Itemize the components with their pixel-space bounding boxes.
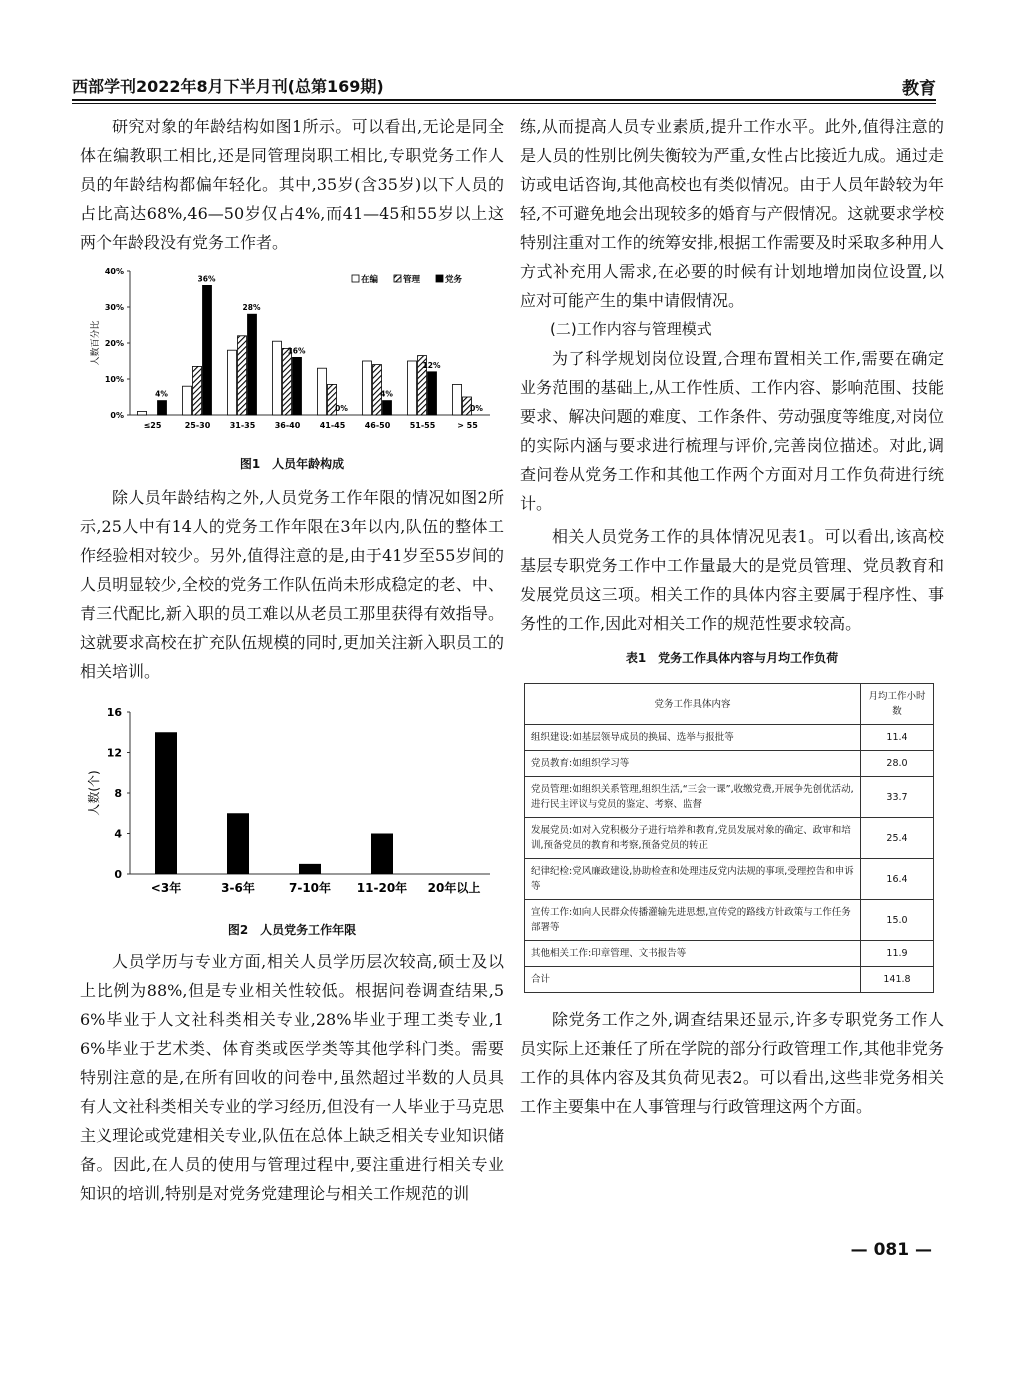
x-tick-label: 20年以上 [427, 881, 481, 895]
section-name: 教育 [902, 79, 936, 99]
y-tick-label: 12 [106, 746, 122, 760]
y-tick-label: 4 [114, 827, 122, 841]
y-tick-label: 30% [104, 303, 124, 312]
bar-党务 [158, 401, 167, 415]
bar-在编 [183, 386, 192, 415]
cell-content: 其他相关工作:印章管理、文书报告等 [525, 941, 861, 967]
legend-swatch [352, 275, 359, 282]
figure-2-caption: 图2 人员党务工作年限 [227, 923, 357, 937]
bar-在编 [408, 361, 417, 415]
x-tick-label: ≤25 [143, 421, 162, 430]
bar-党务 [248, 314, 257, 415]
x-tick-label: 46-50 [364, 421, 391, 430]
data-label: 4% [155, 389, 168, 399]
bar-党务 [203, 285, 212, 415]
paragraph: 除党务工作之外,调查结果还显示,许多专职党务工作人员实际上还兼任了所在学院的部分行政管理工作,其他非党务工作的具体内容及其负荷见表2。可以看出,这些非党务相关工作主要集中在人事管理与行政管理这两个方面。 [520, 1010, 944, 1116]
figure-1-caption: 图1 人员年龄构成 [239, 457, 345, 471]
x-tick-label: 25-30 [184, 421, 211, 430]
paragraph: 练,从而提高人员专业素质,提升工作水平。此外,值得注意的是人员的性别比例失衡较为严重,女性占比接近九成。通过走访或电话咨询,其他高校也有类似情况。由于人员年龄较为年轻,不可避免地会出现较多的婚育与产假情况。这就要求学校特别注重对工作的统筹安排,根据工作需要及时采取多种用人方式补充用人需求,在必要的时候有计划地增加岗位设置,以应对可能产生的集中请假情况。 [520, 117, 944, 310]
page-number: — 081 — [850, 1240, 932, 1260]
y-tick-label: 0% [110, 411, 124, 420]
x-tick-label: 36-40 [274, 421, 301, 430]
paragraph: 研究对象的年龄结构如图1所示。可以看出,无论是同全体在编教职工相比,还是同管理岗职工相比,专职党务工作人员的年龄结构都偏年轻化。其中,35岁(含35岁)以下人员的占比高达68%,46—50岁仅占4%,而41—45和55岁以上这两个年龄段没有党务工作者。 [80, 117, 504, 252]
bar [371, 834, 393, 875]
table-row [525, 967, 934, 993]
table-row [525, 777, 934, 818]
cell-hours: 15.0 [861, 900, 934, 941]
table-row [525, 751, 934, 777]
x-tick-label: 7-10年 [288, 881, 332, 895]
legend-swatch [394, 275, 401, 282]
data-label: 16% [287, 346, 306, 356]
table-row [525, 818, 934, 859]
bar-党务 [293, 357, 302, 415]
figure-1 [80, 263, 504, 450]
x-tick-label: 11-20年 [356, 881, 408, 895]
header-rule-thin [72, 103, 936, 104]
bar-在编 [138, 411, 147, 415]
bar-在编 [228, 350, 237, 415]
cell-content: 党员管理:如组织关系管理,组织生活,“三会一课”,收缴党费,开展争先创优活动,进行民主评议与党员的鉴定、考察、监督 [525, 777, 861, 818]
cell-hours: 11.9 [861, 941, 934, 967]
data-label: 12% [422, 360, 441, 370]
cell-content: 合计 [525, 967, 861, 993]
bar [155, 732, 177, 874]
paragraph: 除人员年龄结构之外,人员党务工作年限的情况如图2所示,25人中有14人的党务工作年限在3年以内,队伍的整体工作经验相对较少。另外,值得注意的是,由于41岁至55岁间的人员明显较少,全校的党务工作队伍尚未形成稳定的老、中、青三代配比,新入职的员工难以从老员工那里获得有效指导。这就要求高校在扩充队伍规模的同时,更加关注新入职员工的相关培训。 [80, 488, 504, 681]
x-tick-label: 41-45 [319, 421, 346, 430]
bar-在编 [363, 361, 372, 415]
figure-2 [80, 702, 504, 916]
bar-管理 [193, 366, 202, 415]
paragraph: 相关人员党务工作的具体情况见表1。可以看出,该高校基层专职党务工作中工作量最大的是党员管理、党员教育和发展党员这三项。相关工作的具体内容主要属于程序性、事务性的工作,因此对相关工作的规范性要求较高。 [520, 527, 944, 633]
paragraph: 为了科学规划岗位设置,合理布置相关工作,需要在确定业务范围的基础上,从工作性质、工作内容、影响范围、技能要求、解决问题的难度、工作条件、劳动强度等维度,对岗位的实际内涵与要求进行梳理与评价,完善岗位描述。对此,调查问卷从党务工作和其他工作两个方面对月工作负荷进行统计。 [520, 349, 944, 513]
y-tick-label: 10% [104, 375, 124, 384]
y-tick-label: 16 [106, 706, 122, 719]
running-header [72, 74, 936, 100]
bar [227, 813, 249, 874]
table-row [525, 900, 934, 941]
cell-hours: 11.4 [861, 725, 934, 751]
legend-label: 党务 [445, 275, 463, 285]
age-chart [80, 263, 500, 441]
table-1-caption: 表1 党务工作具体内容与月均工作负荷 [625, 651, 839, 665]
right-column [520, 112, 944, 1121]
left-column [80, 112, 504, 1208]
legend-label: 管理 [403, 275, 421, 285]
x-tick-label: <3年 [150, 881, 182, 895]
table-row [525, 941, 934, 967]
table-1 [524, 683, 934, 993]
bar-在编 [318, 368, 327, 415]
table-row [525, 725, 934, 751]
legend-swatch [436, 275, 443, 282]
y-axis-label: 人数百分比 [91, 320, 101, 366]
cell-hours: 28.0 [861, 751, 934, 777]
section-subheading: (二)工作内容与管理模式 [550, 320, 712, 338]
legend-label: 在编 [361, 275, 379, 285]
y-axis-label: 人数(个) [87, 770, 101, 816]
journal-title: 西部学刊2022年8月下半月刊(总第169期) [72, 77, 384, 96]
x-tick-label: 51-55 [409, 421, 436, 430]
cell-hours: 25.4 [861, 818, 934, 859]
bar [299, 864, 321, 874]
cell-hours: 141.8 [861, 967, 934, 993]
bar-在编 [453, 384, 462, 415]
bar-管理 [283, 348, 292, 415]
cell-hours: 33.7 [861, 777, 934, 818]
bar-管理 [238, 336, 247, 415]
y-tick-label: 40% [104, 267, 124, 276]
cell-content: 党员教育:如组织学习等 [525, 751, 861, 777]
data-label: 4% [380, 389, 393, 399]
data-label: 0% [470, 404, 483, 413]
data-label: 36% [197, 274, 216, 284]
table-header-row [525, 684, 934, 725]
data-label: 28% [242, 303, 261, 313]
column-header-content: 党务工作具体内容 [525, 684, 861, 725]
paragraph: 人员学历与专业方面,相关人员学历层次较高,硕士及以上比例为88%,但是专业相关性较低。根据问卷调查结果,56%毕业于人文社科类相关专业,28%毕业于理工类专业,16%毕业于艺术类、体育类或医学类等其他学科门类。需要特别注意的是,在所有回收的问卷中,虽然超过半数的人员具有人文社科类相关专业的学习经历,但没有一人毕业于马克思主义理论或党建相关专业,队伍在总体上缺乏相关专业知识储备。因此,在人员的使用与管理过程中,要注重进行相关专业知识的培训,特别是对党务党建理论与相关工作规范的训 [80, 952, 504, 1203]
cell-content: 纪律纪检:党风廉政建设,协助检查和处理违反党内法规的事项,受理控告和申诉等 [525, 859, 861, 900]
x-tick-label: 31-35 [229, 421, 256, 430]
y-tick-label: 20% [104, 339, 124, 348]
bar-党务 [428, 372, 437, 415]
table-row [525, 859, 934, 900]
cell-content: 发展党员:如对入党积极分子进行培养和教育,党员发展对象的确定、政审和培训,预备党员的教育和考察,预备党员的转正 [525, 818, 861, 859]
tenure-chart [80, 702, 500, 907]
x-tick-label: > 55 [457, 421, 478, 430]
header-rule [72, 99, 936, 101]
data-label: 0% [335, 404, 348, 413]
cell-content: 组织建设:如基层领导成员的换届、选举与报批等 [525, 725, 861, 751]
bar-在编 [273, 341, 282, 415]
y-tick-label: 0 [114, 868, 122, 881]
bar-党务 [383, 401, 392, 415]
x-tick-label: 3-6年 [221, 881, 255, 895]
cell-hours: 16.4 [861, 859, 934, 900]
y-tick-label: 8 [114, 787, 122, 800]
column-header-hours: 月均工作小时数 [861, 684, 934, 725]
cell-content: 宣传工作:如向人民群众传播灌输先进思想,宣传党的路线方针政策与工作任务部署等 [525, 900, 861, 941]
